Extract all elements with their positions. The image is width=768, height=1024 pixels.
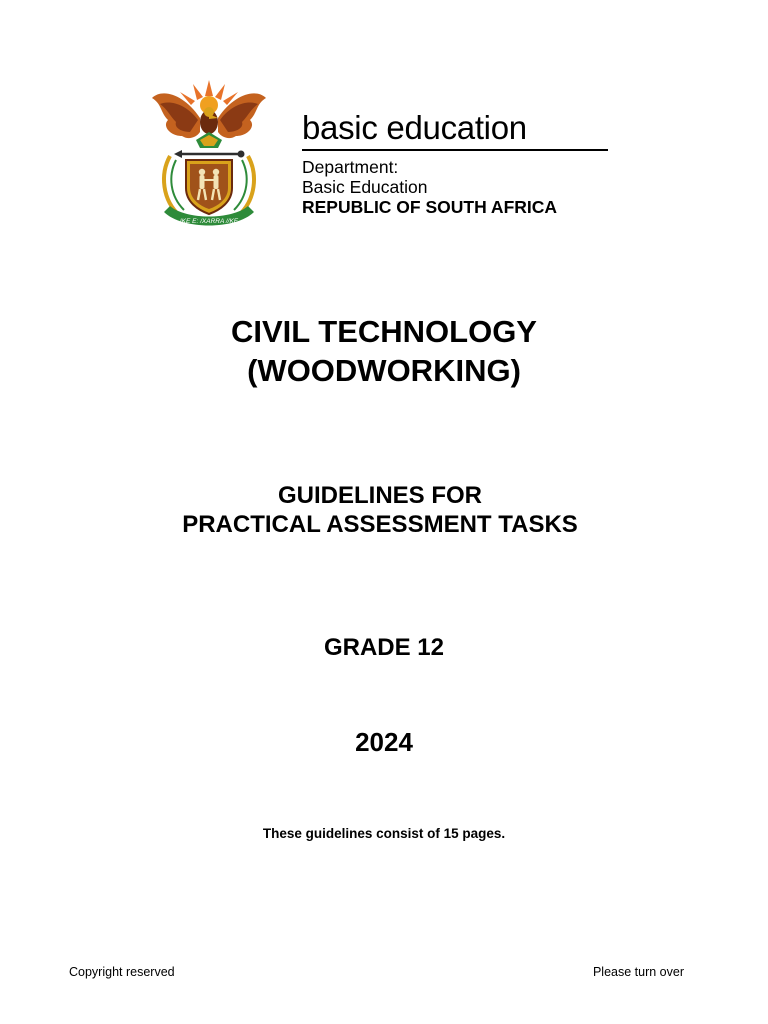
coat-of-arms-icon	[148, 78, 270, 234]
subject-title	[0, 312, 768, 390]
footer-turn-over: Please turn over	[592, 965, 684, 979]
subject-line-2: (WOODWORKING)	[247, 353, 521, 388]
brand-divider	[302, 149, 608, 151]
document-type-title	[0, 481, 760, 539]
shield	[186, 160, 232, 214]
department-label: Department:	[302, 157, 399, 177]
protea	[196, 132, 222, 148]
country-name: REPUBLIC OF SOUTH AFRICA	[302, 197, 558, 217]
guidelines-line-2: PRACTICAL ASSESSMENT TASKS	[182, 511, 578, 538]
department-block	[302, 157, 612, 217]
document-header	[138, 78, 622, 240]
motto-text: !KE E: /XARRA //KE	[179, 218, 239, 225]
page-count-note: These guidelines consist of 15 pages.	[262, 826, 506, 841]
guidelines-line-1: GUIDELINES FOR	[277, 482, 482, 509]
subject-line-1: CIVIL TECHNOLOGY	[230, 314, 537, 349]
department-branding	[302, 108, 612, 217]
footer-copyright: Copyright reserved	[69, 965, 175, 979]
year-label: 2024	[355, 727, 413, 757]
brand-title: basic education	[302, 109, 527, 146]
grade-label: GRADE 12	[323, 634, 445, 661]
department-name: Basic Education	[302, 177, 428, 197]
